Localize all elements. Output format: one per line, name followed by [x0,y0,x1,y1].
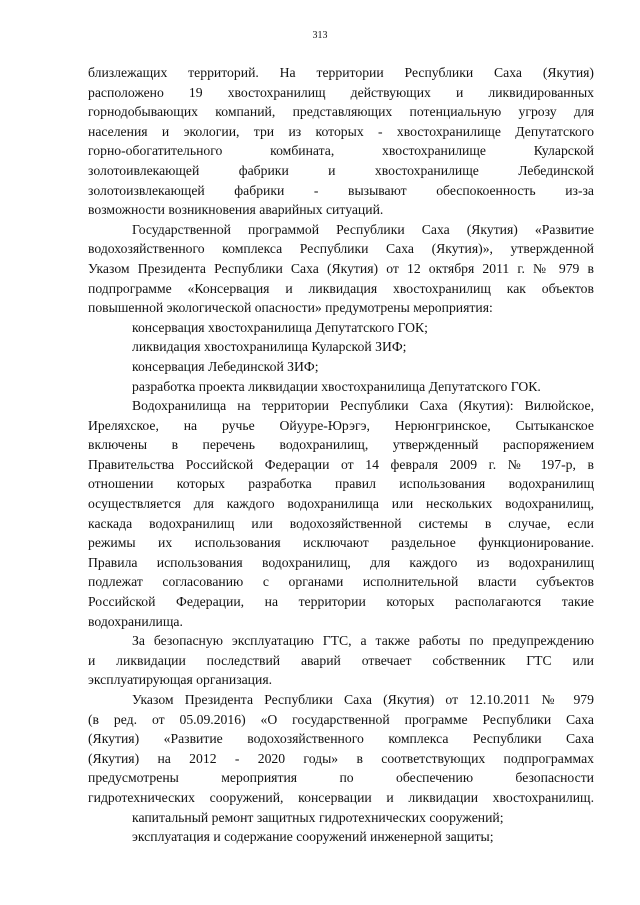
text-line: водохранилища. [88,613,183,629]
text-line: капитальный ремонт защитных гидротехнических сооружений; [132,809,504,825]
text-line: разработка проекта ликвидации хвостохранилища Депутатского ГОК. [132,378,541,394]
text-line: Иреляхское, на ручье Ойууре-Юрэгэ, Нерюнгринское, Сытыканское [88,417,594,433]
text-line: Указом Президента Республики Саха (Якутия) от 12 октября 2011 г. № 979 в [88,260,594,276]
text-line: каскада водохранилищ или водохозяйственной системы в случае, если [88,515,594,531]
text-line: населения и экологии, три из которых - хвостохранилище Депутатского [88,123,594,139]
text-line: повышенной экологической опасности» предумотрены мероприятия: [88,300,493,316]
text-line: подлежат согласованию с органами исполнительной власти субъектов [88,574,594,590]
text-line: Государственной программой Республики Саха (Якутия) «Развитие [132,221,594,237]
text-line: (Якутия) «Развитие водохозяйственного комплекса Республики Саха [88,731,594,747]
text-line: и ликвидации последствий аварий отвечает собственник ГТС или [88,652,594,668]
text-line: Указом Президента Республики Саха (Якутия) от 12.10.2011 № 979 [132,692,594,707]
text-line: эксплуатирующая организация. [88,672,273,688]
text-line: осуществляется для каждого водохранилища или нескольких водохранилищ, [88,496,594,512]
text-line: режимы их использования исключают раздельное функционирование. [88,535,594,551]
text-line: Водохранилища на территории Республики Саха (Якутия): Вилюйское, [132,398,594,414]
text-line: включены в перечень водохранилищ, утвержденный распоряжением [88,437,594,453]
text-line: горнодобывающих компаний, представляющих потенциальную угрозу для [88,104,594,120]
text-line: (в ред. от 05.09.2016) «О государственной программе Республики Саха [88,711,594,727]
body-text [88,63,594,847]
text-line: (Якутия) на 2012 - 2020 годы» в соответствующих подпрограммах [88,750,594,766]
text-line: водохозяйственного комплекса Республики Саха (Якутия)», утвержденной [88,241,594,257]
text-line: Правительства Российской Федерации от 14 февраля 2009 г. № 197-р, в [88,456,594,472]
text-line: отношении которых разработка правил использования водохранилищ [88,476,594,492]
text-line: подпрограмме «Консервация и ликвидация хвостохранилищ как объектов [88,280,594,296]
text-line: предусмотрены мероприятия по обеспечению безопасности [88,770,594,786]
text-line: золотоизвлекающей фабрики - вызывают обеспокоенность из-за [88,182,594,198]
text-line: эксплуатация и содержание сооружений инженерной защиты; [132,829,494,845]
text-line: горно-обогатительного комбината, хвостохранилище Куларской [88,143,594,159]
text-line: близлежащих территорий. На территории Республики Саха (Якутия) [88,65,594,80]
text-line: золотоивлекающей фабрики и хвостохранилище Лебединской [88,162,594,178]
page-number: 313 [312,30,328,41]
text-line: Российской Федерации, на территории которых располагаются такие [88,594,594,610]
text-line: ликвидация хвостохранилища Куларской ЗИФ; [132,339,407,355]
text-line: гидротехнических сооружений, консервации и ликвидации хвостохранилищ. [88,789,594,805]
text-line: расположено 19 хвостохранилищ действующих и ликвидированных [88,84,594,100]
text-line: консервация хвостохранилища Депутатского ГОК; [132,319,428,335]
text-line: За безопасную эксплуатацию ГТС, а также работы по предупреждению [132,633,594,649]
text-line: Правила использования водохранилищ, для каждого из водохранилищ [88,554,594,570]
text-line: консервация Лебединской ЗИФ; [132,358,319,374]
text-line: возможности возникновения аварийных ситуаций. [88,202,384,218]
